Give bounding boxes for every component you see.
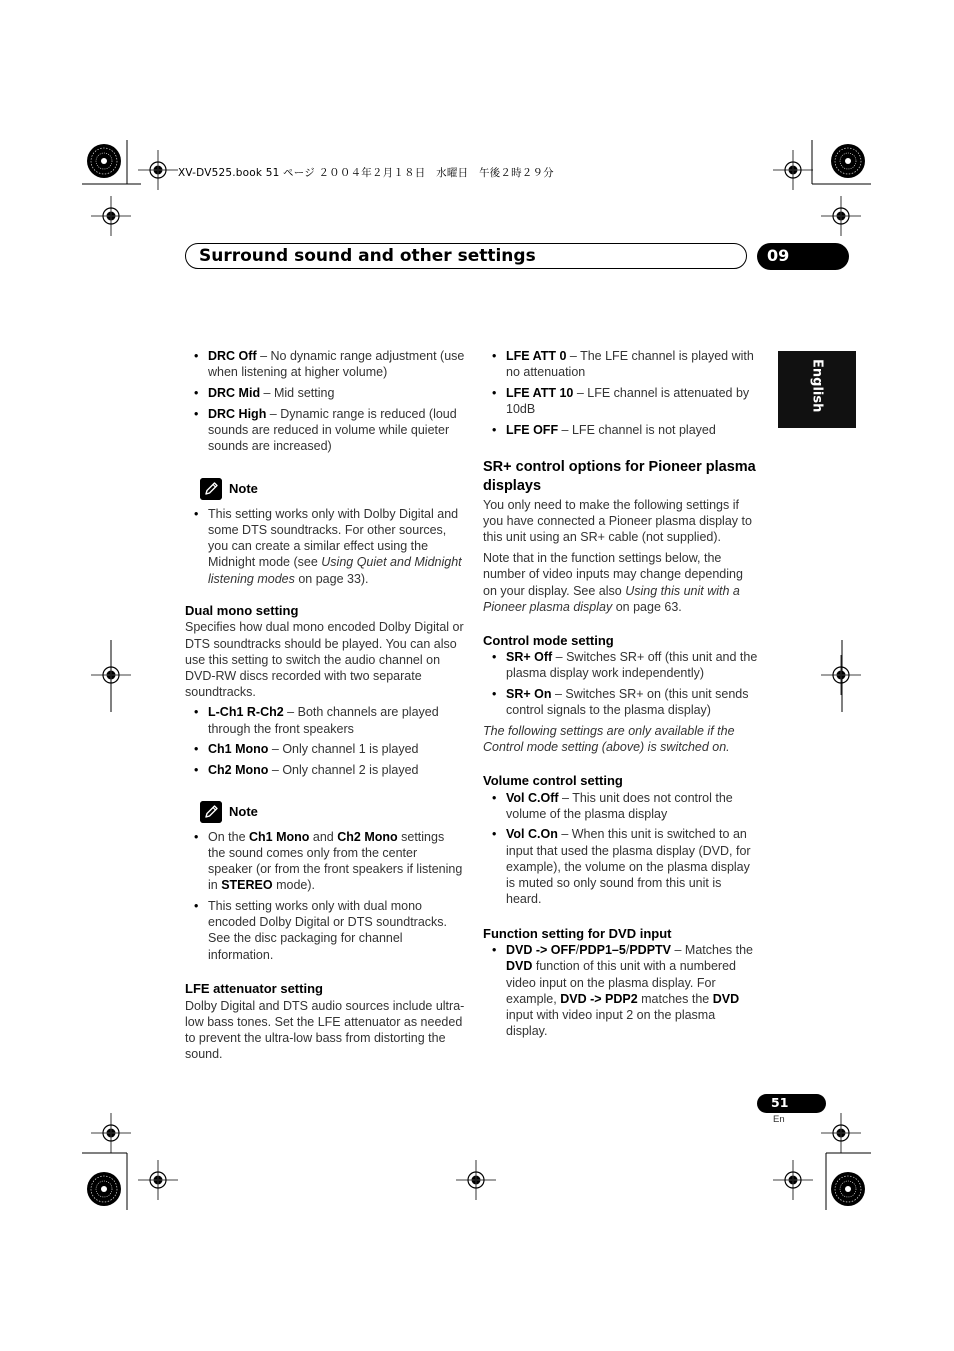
control-mode-options-list (483, 649, 758, 718)
note-label: Note (229, 480, 258, 496)
sr-plus-heading: SR+ control options for Pioneer plasma displays (483, 458, 756, 495)
volume-control-heading: Volume control setting (483, 773, 623, 789)
language-tab (778, 351, 856, 428)
dual-mono-body: Specifies how dual mono encoded Dolby Digital or DTS soundtracks should be played. You can also use this setting to switch the audio channel on DVD-RW discs recorded with two separate soundtracks. (185, 620, 464, 700)
book-file-header: XV-DV525.book 51 ページ ２００４年２月１８日 水曜日 午後２時２９分 (178, 167, 554, 179)
note-list (185, 506, 465, 587)
list-item: • DRC High – Dynamic range is reduced (loud sounds are reduced in volume while quieter sounds are increased) (185, 406, 465, 455)
list-item: • SR+ Off – Switches SR+ off (this unit and the plasma display work independently) (483, 649, 758, 681)
note-heading (185, 801, 465, 825)
note-heading (185, 478, 465, 502)
list-item: • L-Ch1 R-Ch2 – Both channels are played through the front speakers (185, 704, 465, 736)
note-list (185, 829, 465, 963)
list-item: • LFE OFF – LFE channel is not played (483, 422, 758, 438)
list-item: • Vol C.On – When this unit is switched to an input that used the plasma display (DVD, for example), the volume on the plasma display is muted so only sound from this unit is heard. (483, 826, 758, 907)
sr-plus-para2: Note that in the function settings below, the number of video inputs may change depending on your display. See also Using this unit with a Pioneer plasma display on page 63. (483, 551, 743, 614)
note-label: Note (229, 803, 258, 819)
control-mode-heading: Control mode setting (483, 632, 614, 648)
left-column (185, 348, 465, 1062)
list-item: • DVD -> OFF/PDP1–5/PDPTV – Matches the DVD function of this unit with a numbered video input on the plasma display. For example, DVD -> PDP2 matches the DVD input with video input 2 on the plasma display. (483, 942, 758, 1039)
list-item: • This setting works only with Dolby Digital and some DTS soundtracks. For other sources, you can create a similar effect using the Midnight mode (see Using Quiet and Midnight listening modes on page 33). (185, 506, 465, 587)
chapter-number: 09 (767, 246, 790, 265)
list-item: • DRC Mid – Mid setting (185, 385, 465, 401)
lfe-heading: LFE attenuator setting (185, 981, 323, 997)
section-title-bar (185, 243, 747, 269)
list-item: • On the Ch1 Mono and Ch2 Mono settings the sound comes only from the center speaker (or from the front speakers if listening in STEREO mode). (185, 829, 465, 894)
list-item: • SR+ On – Switches SR+ on (this unit sends control signals to the plasma display) (483, 686, 758, 718)
drc-options-list (185, 348, 465, 454)
list-item: • This setting works only with dual mono encoded Dolby Digital or DTS soundtracks. See the disc packaging for channel information. (185, 898, 465, 963)
dual-mono-heading: Dual mono setting (185, 603, 299, 619)
volume-control-options-list (483, 790, 758, 908)
right-column (483, 348, 758, 1044)
sr-plus-para1: You only need to make the following settings if you have connected a Pioneer plasma display to this unit using an SR+ cable (not supplied). (483, 497, 752, 544)
language-tab-label: English (809, 359, 825, 413)
list-item: • DRC Off – No dynamic range adjustment (use when listening at higher volume) (185, 348, 465, 380)
list-item: • LFE ATT 10 – LFE channel is attenuated by 10dB (483, 385, 758, 417)
control-mode-italic-note: The following settings are only available if the Control mode setting (above) is switched on. (483, 723, 735, 755)
function-dvd-heading: Function setting for DVD input (483, 925, 672, 941)
list-item: • LFE ATT 0 – The LFE channel is played with no attenuation (483, 348, 758, 380)
list-item: • Ch2 Mono – Only channel 2 is played (185, 762, 465, 778)
pencil-note-icon (200, 478, 222, 500)
page-reference: Using this unit with a Pioneer plasma display (483, 583, 740, 614)
function-dvd-options-list (483, 942, 758, 1039)
pencil-note-icon (200, 801, 222, 823)
section-title: Surround sound and other settings (199, 246, 536, 266)
list-item: • Vol C.Off – This unit does not control the volume of the plasma display (483, 790, 758, 822)
page-reference: Using Quiet and Midnight listening modes (208, 555, 462, 586)
list-item: • Ch1 Mono – Only channel 1 is played (185, 741, 465, 757)
chapter-badge (757, 243, 849, 270)
dual-mono-options-list (185, 704, 465, 778)
page-number-badge (757, 1094, 826, 1113)
lfe-options-list (483, 348, 758, 438)
page-language-code: En (773, 1114, 785, 1125)
page-number: 51 (771, 1095, 789, 1110)
lfe-body: Dolby Digital and DTS audio sources include ultra-low bass tones. Set the LFE attenuator as needed to prevent the ultra-low bass from distorting the sound. (185, 998, 465, 1062)
